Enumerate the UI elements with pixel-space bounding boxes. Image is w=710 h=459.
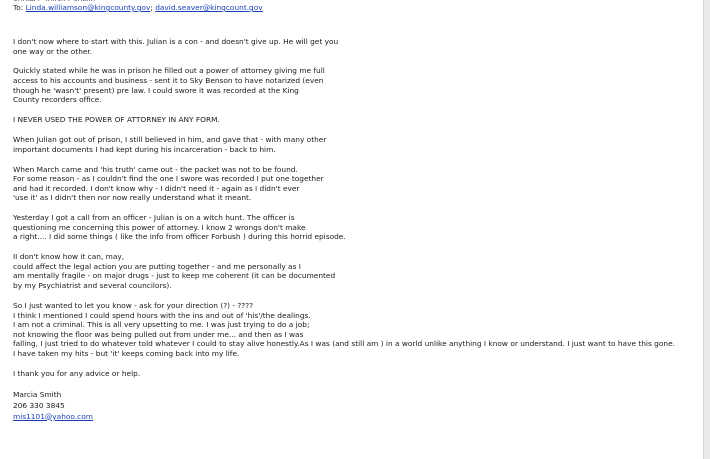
paragraph — [13, 301, 703, 359]
paragraph — [13, 135, 703, 154]
body-line: For some reason - as I couldn't find the one I swore was recorded I put one together — [13, 174, 324, 184]
recipient-link-1[interactable]: Linda.williamson@kingcounty.gov — [25, 3, 151, 12]
paragraph — [13, 213, 703, 242]
body-line: I think I mentioned I could spend hours with the ins and out of 'his'/the dealings. — [13, 310, 311, 320]
body-line: I don't now where to start with this. Julian is a con - and doesn't give up. He will get you — [13, 37, 339, 46]
body-line: Quickly stated while he was in prison he filled out a power of attorney giving me full — [13, 66, 325, 76]
email-header — [13, 0, 700, 13]
signature-name: Marcia Smith — [13, 389, 62, 399]
body-line: and had it recorded. I don't know why - I didn't need it - again as I didn't ever — [13, 183, 300, 193]
body-line: am mentally fragile - on major drugs - just to keep me coherent (it can be documented — [13, 271, 336, 281]
body-line: Yesterday I got a call from an officer - Julian is on a witch hunt. The officer is — [13, 213, 295, 223]
to-label: To: — [13, 3, 24, 12]
vertical-scrollbar[interactable] — [703, 0, 710, 459]
body-line: access to his accounts and business - sent it to Sky Benson to have notarized (even — [13, 76, 324, 86]
paragraph — [13, 369, 703, 379]
body-line: County recorders office. — [13, 95, 102, 105]
recipient-separator: ; — [150, 3, 153, 12]
body-line: not knowing the floor was being pulled out from under me... and then as I was — [13, 329, 304, 339]
body-line: II don't know how it can, may, — [13, 252, 125, 262]
body-line: questioning me concerning this power of attorney. I know 2 wrongs don't make — [13, 222, 306, 232]
recipients-line — [13, 3, 700, 13]
paragraph — [13, 252, 703, 290]
signature-email-link[interactable]: mis1101@yahoo.com — [13, 411, 93, 421]
email-body — [13, 37, 703, 422]
body-line: could affect the legal action you are putting together - and me personally as I — [13, 261, 301, 271]
body-line: I NEVER USED THE POWER OF ATTORNEY IN ANY FORM. — [13, 115, 220, 125]
paragraph — [13, 37, 703, 56]
body-line: So I just wanted to let you know - ask for your direction (?) - ???? — [13, 300, 254, 310]
paragraph — [13, 115, 703, 125]
paragraph — [13, 66, 703, 104]
body-line: When March came and 'his truth' came out - the packet was not to be found. — [13, 164, 298, 174]
body-line: When Julian got out of prison, I still believed in him, and gave that - with many other — [13, 135, 327, 145]
signature-phone: 206 330 3845 — [13, 400, 65, 410]
signature-block — [13, 389, 703, 422]
body-line: I am not a criminal. This is all very upsetting to me. I was just trying to do a job; — [13, 320, 310, 330]
body-line: I thank you for any advice or help. — [13, 368, 141, 378]
body-line: 'use it' as I didn't then nor now really understand what it meant. — [13, 193, 252, 203]
body-line: one way or the other. — [13, 46, 93, 56]
body-line: a right.... I did some things ( like the info from officer Forbush ) during this horrid episode. — [13, 232, 346, 242]
recipient-link-2[interactable]: david.seaver@kingcount.gov — [155, 3, 263, 12]
body-line: falling, I just tried to do whatever told whatever I could to stay alive honestly.As I was (and still am ) in a world unlike anything I know or understand. I just want to have this gone. — [13, 339, 675, 349]
body-line: though he 'wasn't' present) pre law. I could swore it was recorded at the King — [13, 85, 299, 95]
body-line: important documents I had kept during his incarceration - back to him. — [13, 144, 276, 154]
subject-line — [13, 0, 700, 1]
body-line: by my Psychiatrist and several councilors). — [13, 281, 172, 291]
paragraph — [13, 165, 703, 203]
body-line: I have taken my hits - but 'it' keeps coming back into my life. — [13, 348, 240, 358]
